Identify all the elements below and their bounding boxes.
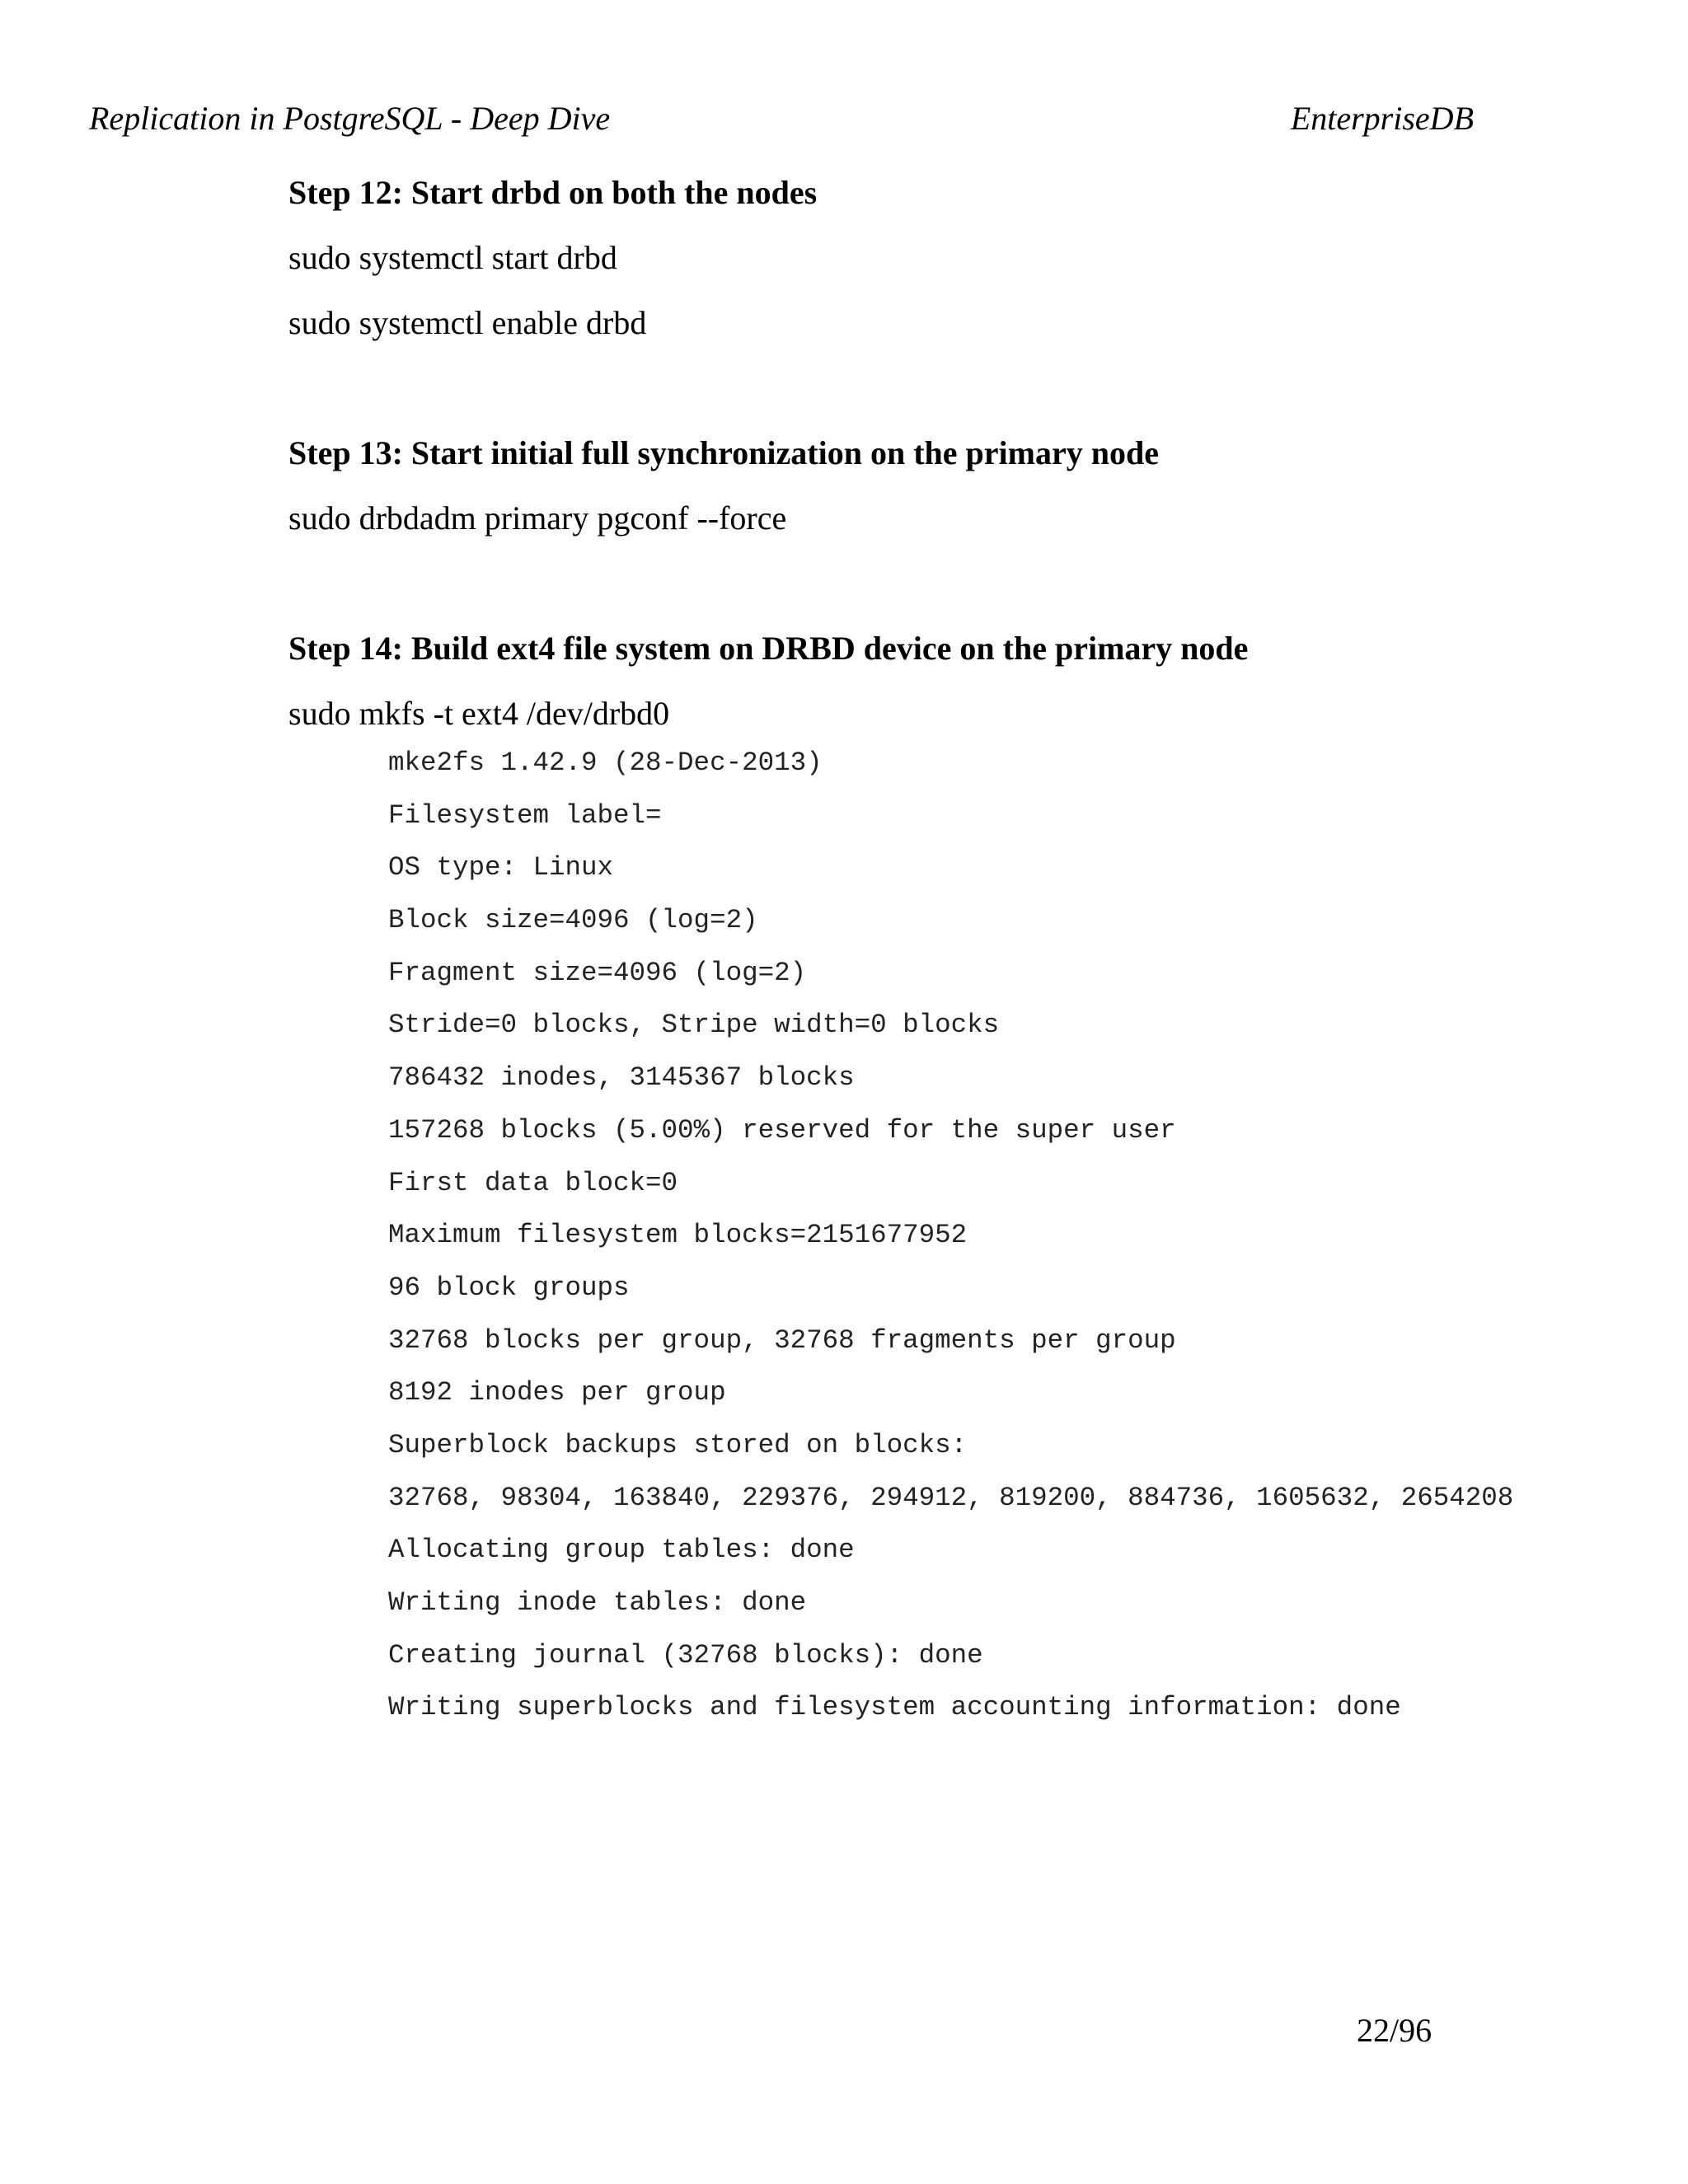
command-line: sudo drbdadm primary pgconf --force — [288, 499, 787, 537]
output-line: Filesystem label= — [388, 799, 662, 831]
output-line: mke2fs 1.42.9 (28-Dec-2013) — [388, 748, 823, 778]
step-heading: Step 13: Start initial full synchronization on the primary node — [288, 434, 1159, 471]
command-line: sudo systemctl start drbd — [288, 239, 617, 276]
output-line: Maximum filesystem blocks=2151677952 — [388, 1220, 968, 1251]
step-heading: Step 14: Build ext4 file system on DRBD device on the primary node — [288, 630, 1249, 667]
output-line: 96 block groups — [388, 1272, 630, 1303]
output-line: 8192 inodes per group — [388, 1377, 726, 1408]
command-line: sudo systemctl enable drbd — [288, 304, 647, 341]
output-line: Allocating group tables: done — [388, 1535, 855, 1566]
step-heading: Step 12: Start drbd on both the nodes — [288, 174, 818, 211]
company-name: EnterpriseDB — [1290, 100, 1474, 137]
output-line: Writing inode tables: done — [388, 1587, 807, 1618]
output-line: 786432 inodes, 3145367 blocks — [388, 1062, 855, 1094]
command-line: sudo mkfs -t ext4 /dev/drbd0 — [288, 695, 670, 732]
page-header — [89, 99, 1474, 138]
output-line: Stride=0 blocks, Stripe width=0 blocks — [388, 1010, 1000, 1041]
output-line: Writing superblocks and filesystem accounting information: done — [388, 1692, 1401, 1723]
document-title: Replication in PostgreSQL - Deep Dive — [89, 100, 611, 137]
output-line: Block size=4096 (log=2) — [388, 905, 758, 936]
output-line: Superblock backups stored on blocks: — [388, 1429, 968, 1460]
output-line: 32768 blocks per group, 32768 fragments per group — [388, 1324, 1176, 1356]
output-line: First data block=0 — [388, 1167, 678, 1198]
output-line: 157268 blocks (5.00%) reserved for the super user — [388, 1114, 1176, 1146]
output-line: Fragment size=4096 (log=2) — [388, 957, 807, 988]
command-output — [388, 747, 1640, 1724]
page-number: 22/96 — [1357, 2012, 1432, 2049]
output-line: OS type: Linux — [388, 852, 614, 883]
step-12 — [288, 173, 1640, 343]
step-14 — [288, 629, 1640, 1724]
output-line: 32768, 98304, 163840, 229376, 294912, 819200, 884736, 1605632, 2654208 — [388, 1482, 1514, 1513]
output-line: Creating journal (32768 blocks): done — [388, 1639, 983, 1671]
step-13 — [288, 434, 1640, 538]
section-spacer — [288, 343, 1640, 434]
document-body — [288, 173, 1640, 1744]
section-spacer — [288, 538, 1640, 629]
